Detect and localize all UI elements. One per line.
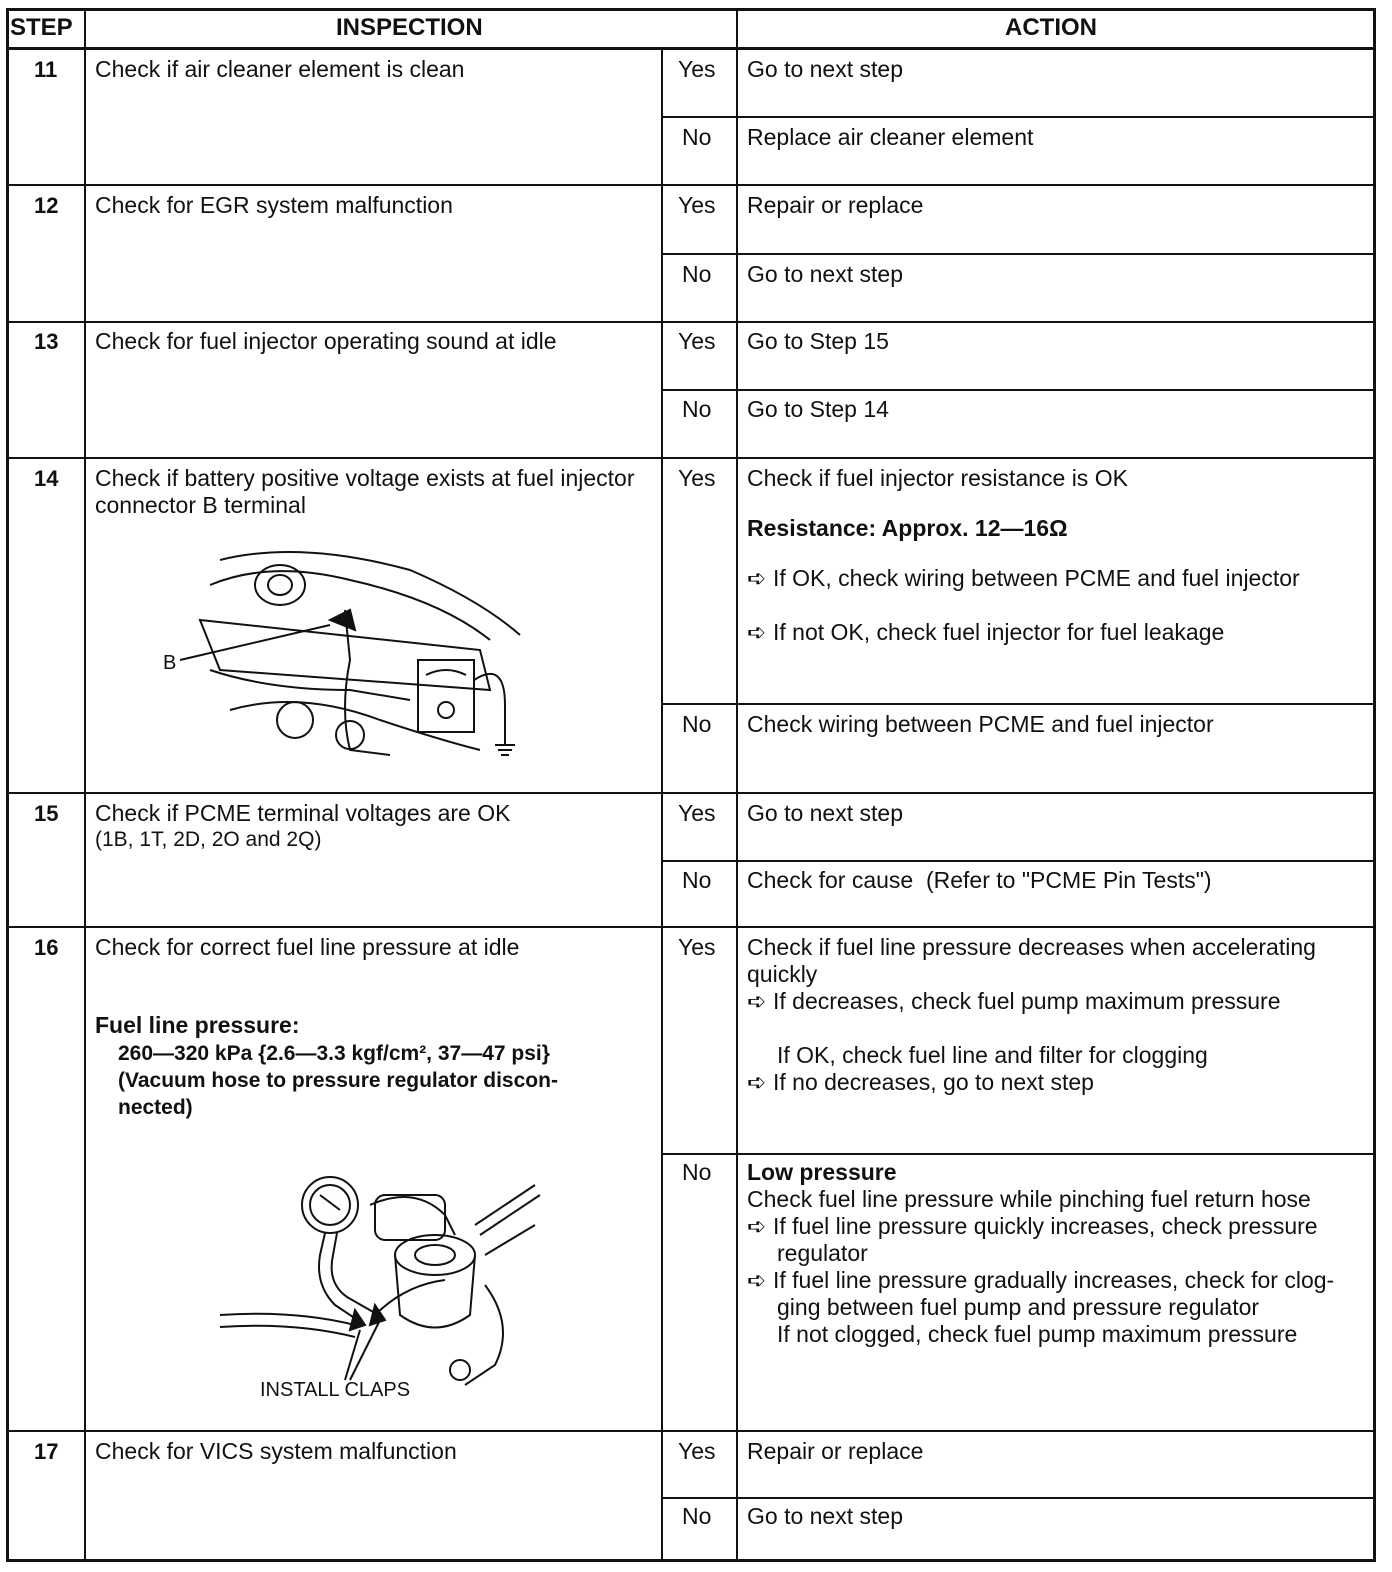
arrow-icon: ➪ xyxy=(747,1213,767,1239)
action-no: Go to next step xyxy=(747,261,903,287)
arrow-icon: ➪ xyxy=(747,1069,767,1095)
answer-no: No xyxy=(682,1503,712,1529)
yes-no-divider xyxy=(661,1497,1376,1499)
answer-no: No xyxy=(682,711,712,737)
yes-no-divider xyxy=(661,703,1376,705)
action-arrow-text: If fuel line pressure quickly increases, check pressure xyxy=(773,1213,1318,1239)
answer-no: No xyxy=(682,867,712,893)
action-indent-text: ging between fuel pump and pressure regulator xyxy=(777,1294,1260,1320)
action-indent-text: If OK, check fuel line and filter for clogging xyxy=(777,1042,1208,1068)
action-arrow-item xyxy=(747,619,1224,646)
answer-yes: Yes xyxy=(678,934,716,960)
action-arrow-text: If fuel line pressure gradually increases, check for clog- xyxy=(773,1267,1335,1293)
action-indent-text: If not clogged, check fuel pump maximum pressure xyxy=(777,1321,1298,1347)
action-arrow-item xyxy=(747,1213,1318,1240)
fuel-pressure-gauge-diagram xyxy=(215,1165,545,1395)
step-number: 11 xyxy=(34,57,58,82)
action-yes: Go to next step xyxy=(747,56,903,82)
spec-line: (Vacuum hose to pressure regulator discon- xyxy=(118,1069,558,1092)
header-divider xyxy=(6,47,1376,50)
yes-no-divider xyxy=(661,1153,1376,1155)
step-number: 12 xyxy=(34,193,59,218)
answer-yes: Yes xyxy=(678,465,716,491)
row-divider xyxy=(6,792,1376,794)
inspection-text: Check for fuel injector operating sound at idle xyxy=(95,328,557,354)
action-yes: Go to Step 15 xyxy=(747,328,889,354)
action-no: Check for cause (Refer to "PCME Pin Tests") xyxy=(747,867,1212,893)
step-number: 14 xyxy=(34,466,59,491)
inspection-text: Check if air cleaner element is clean xyxy=(95,56,465,82)
col-divider-step xyxy=(84,8,86,1562)
col-divider-action xyxy=(736,8,738,1562)
spec-line: 260—320 kPa {2.6—3.3 kgf/cm², 37—47 psi} xyxy=(118,1042,550,1065)
action-no: Go to Step 14 xyxy=(747,396,889,422)
action-no: Replace air cleaner element xyxy=(747,124,1034,150)
answer-no: No xyxy=(682,1159,712,1185)
row-divider xyxy=(6,321,1376,323)
yes-no-divider xyxy=(661,253,1376,255)
fuel-injector-voltage-diagram xyxy=(150,540,530,770)
action-no: Go to next step xyxy=(747,1503,903,1529)
col-divider-answer xyxy=(661,49,663,1562)
header-step: STEP xyxy=(10,14,73,41)
action-arrow-item xyxy=(747,988,1280,1015)
action-yes: Go to next step xyxy=(747,800,903,826)
answer-yes: Yes xyxy=(678,56,716,82)
inspection-text: Check for correct fuel line pressure at idle xyxy=(95,934,520,960)
answer-no: No xyxy=(682,124,712,150)
spec-title: Fuel line pressure: xyxy=(95,1012,300,1038)
step-number: 17 xyxy=(34,1439,59,1464)
arrow-icon: ➪ xyxy=(747,565,767,591)
spec-line: nected) xyxy=(118,1096,193,1119)
inspection-text: connector B terminal xyxy=(95,492,306,518)
answer-yes: Yes xyxy=(678,192,716,218)
header-inspection: INSPECTION xyxy=(336,14,483,41)
action-indent-text: regulator xyxy=(777,1240,868,1266)
action-arrow-text: If OK, check wiring between PCME and fuel injector xyxy=(773,565,1300,591)
yes-no-divider xyxy=(661,860,1376,862)
yes-no-divider xyxy=(661,116,1376,118)
arrow-icon: ➪ xyxy=(747,988,767,1014)
row-divider xyxy=(6,184,1376,186)
low-pressure-title: Low pressure xyxy=(747,1159,897,1185)
arrow-icon: ➪ xyxy=(747,619,767,645)
action-yes: Check if fuel injector resistance is OK xyxy=(747,465,1128,491)
figure-label-install-claps: INSTALL CLAPS xyxy=(260,1379,411,1401)
action-yes: Repair or replace xyxy=(747,192,924,218)
inspection-text: Check for VICS system malfunction xyxy=(95,1438,457,1464)
action-yes: quickly xyxy=(747,961,818,987)
action-arrow-item xyxy=(747,1267,1334,1294)
row-divider xyxy=(6,457,1376,459)
inspection-text: Check for EGR system malfunction xyxy=(95,192,453,218)
arrow-icon: ➪ xyxy=(747,1267,767,1293)
action-yes: Check if fuel line pressure decreases when accelerating xyxy=(747,934,1316,960)
inspection-text: (1B, 1T, 2D, 2O and 2Q) xyxy=(95,828,322,851)
action-yes: Repair or replace xyxy=(747,1438,924,1464)
action-no: Check fuel line pressure while pinching fuel return hose xyxy=(747,1186,1311,1212)
action-arrow-item xyxy=(747,565,1300,592)
row-divider xyxy=(6,1430,1376,1432)
header-action: ACTION xyxy=(1005,14,1097,41)
step-number: 13 xyxy=(34,329,59,354)
answer-no: No xyxy=(682,261,712,287)
step-number: 16 xyxy=(34,935,59,960)
action-arrow-item xyxy=(747,1069,1094,1096)
step-number: 15 xyxy=(34,801,59,826)
action-arrow-text: If not OK, check fuel injector for fuel leakage xyxy=(773,619,1225,645)
figure-label-b: B xyxy=(163,652,177,674)
action-no: Check wiring between PCME and fuel injector xyxy=(747,711,1214,737)
yes-no-divider xyxy=(661,389,1376,391)
inspection-text: Check if PCME terminal voltages are OK xyxy=(95,800,511,826)
answer-yes: Yes xyxy=(678,800,716,826)
answer-no: No xyxy=(682,396,712,422)
action-arrow-text: If no decreases, go to next step xyxy=(773,1069,1094,1095)
row-divider xyxy=(6,926,1376,928)
inspection-text: Check if battery positive voltage exists at fuel injector xyxy=(95,465,635,491)
answer-yes: Yes xyxy=(678,1438,716,1464)
answer-yes: Yes xyxy=(678,328,716,354)
resistance-spec: Resistance: Approx. 12—16Ω xyxy=(747,515,1068,541)
action-arrow-text: If decreases, check fuel pump maximum pressure xyxy=(773,988,1281,1014)
